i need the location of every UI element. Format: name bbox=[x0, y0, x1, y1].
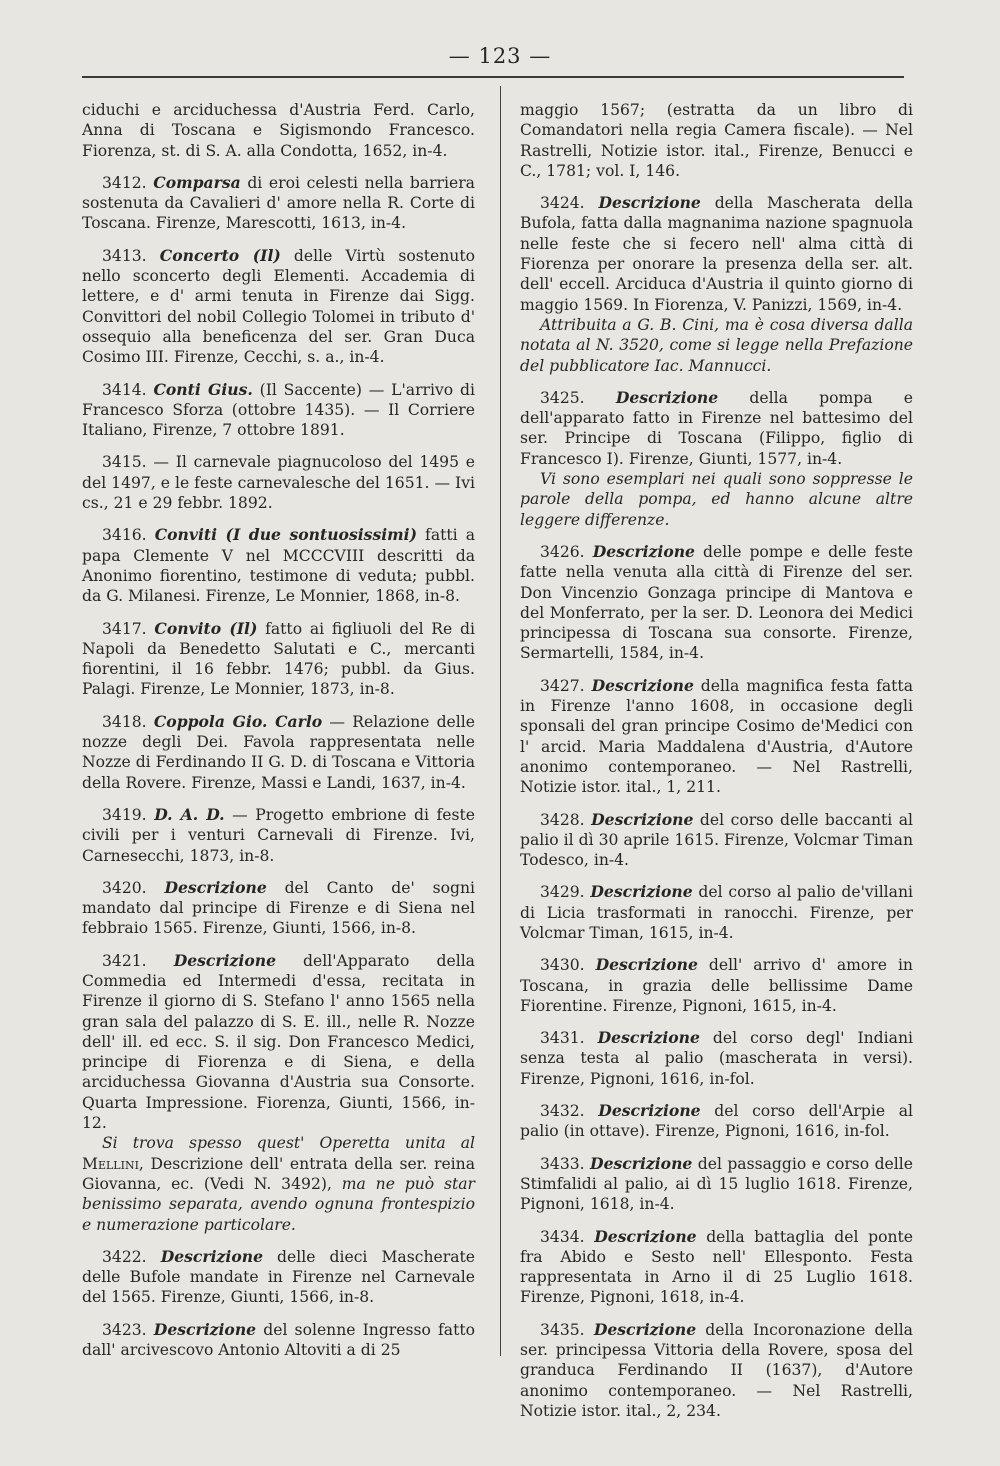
entry-text: di eroi celesti nella barriera sostenuta da Cavalieri d' amore nella R. Corte di Toscana. Firenze, Marescotti, 1613, in-4. bbox=[82, 173, 475, 233]
entry-title: Descrizione bbox=[164, 877, 267, 897]
entry-number: 3421. bbox=[102, 951, 147, 970]
entry-title: D. A. D. bbox=[154, 804, 225, 824]
entry-number: 3423. bbox=[102, 1320, 147, 1339]
entry-number: 3430. bbox=[540, 956, 585, 975]
catalog-entry bbox=[520, 1320, 913, 1421]
entry-note bbox=[520, 469, 913, 530]
catalog-entry bbox=[82, 246, 475, 368]
entry-number: 3434. bbox=[540, 1227, 585, 1246]
entry-title: Descrizione bbox=[592, 541, 695, 561]
catalog-entry bbox=[82, 380, 475, 441]
entry-text: del corso degl' Indiani senza testa al palio (mascherata in versi). Firenze, Pignoni, 1616, in-fol. bbox=[520, 1029, 913, 1088]
entry-title: Descrizione bbox=[591, 809, 694, 829]
page-number: — 123 — bbox=[448, 44, 552, 68]
note-text: Si trova spesso quest' Operetta unita al bbox=[102, 1134, 475, 1153]
entry-title: Comparsa bbox=[153, 172, 241, 192]
entry-number: 3431. bbox=[540, 1029, 585, 1048]
entry-text: fatti a papa Clemente V nel MCCCVIII descritti da Anonimo fiorentino, testimone di veduta; pubbl. da G. Milanesi. Firenze, Le Monnier, 1868, in-8. bbox=[82, 526, 476, 606]
entry-title: Descrizione bbox=[597, 1028, 700, 1048]
entry-number: 3425. bbox=[540, 388, 585, 407]
catalog-entry bbox=[82, 173, 475, 234]
entry-number: 3415. bbox=[102, 453, 147, 472]
catalog-entry bbox=[520, 100, 913, 181]
catalog-entry bbox=[82, 805, 475, 866]
entry-note bbox=[82, 1133, 475, 1234]
entry-note bbox=[520, 315, 913, 376]
left-column bbox=[82, 100, 475, 1372]
entry-title: Descrizione bbox=[153, 1319, 257, 1339]
entry-text: dell' arrivo d' amore in Toscana, in grazia delle bellissime Dame Fiorentine. Firenze, Pignoni, 1615, in-4. bbox=[520, 956, 913, 1015]
entry-text: dell'Apparato della Commedia ed Intermedi d'essa, recitata in Firenze il giorno di S. Stefano l' anno 1565 nella gran sala del palazzo di S. E. ill., nelle R. Nozze dell' ill. ed ecc. S. il sig. Don Francesco Medici, principe di Fiorenza e di Siena, e della arciduchessa Giovanna d'Austria sua Consorte. Quarta Impressione. Fiorenza, Giunti, 1566, in-12. bbox=[82, 951, 475, 1133]
catalog-entry bbox=[520, 810, 913, 871]
catalog-entry bbox=[82, 525, 475, 606]
note-reference: , Descrizione dell' entrata della ser. reina Giovanna, ec. (Vedi N. 3492), bbox=[82, 1154, 475, 1193]
entry-text: fatto ai figliuoli del Re di Napoli da Benedetto Salutati e C., mercanti fiorentini, il 16 febbr. 1476; pubbl. da Gius. Palagi. Firenze, Le Monnier, 1873, in-8. bbox=[82, 619, 475, 699]
entry-number: 3418. bbox=[102, 712, 147, 731]
catalog-entry bbox=[520, 542, 913, 664]
catalog-entry bbox=[520, 1101, 913, 1142]
entry-text: della Mascherata della Bufola, fatta dalla magnanima nazione spagnuola nelle feste che si fecero nell' alma città di Fiorenza per onorare la presenza della ser. alt. dell' eccell. Arciduca d'Austria il quinto giorno di maggio 1569. In Fiorenza, V. Panizzi, 1569, in-4. bbox=[520, 194, 913, 314]
entry-number: 3416. bbox=[102, 526, 147, 545]
entry-text: del solenne Ingresso fatto dall' arcivescovo Antonio Altoviti a di 25 bbox=[82, 1320, 475, 1360]
entry-text: della battaglia del ponte fra Abido e Sesto nell' Ellesponto. Festa rappresentata in Arno il di 25 Luglio 1618. Firenze, Pignoni, 1618, in-4. bbox=[520, 1227, 913, 1307]
entry-number: 3426. bbox=[540, 542, 585, 561]
entry-title: Descrizione bbox=[594, 1226, 697, 1246]
entry-number: 3412. bbox=[102, 173, 147, 192]
note-author: Mellini bbox=[82, 1154, 139, 1173]
entry-text: ciduchi e arciduchessa d'Austria Ferd. Carlo, Anna di Toscana e Sigismondo Francesco. Fiorenza, st. di S. A. alla Condotta, 1652, in-4. bbox=[82, 101, 475, 160]
catalog-entry bbox=[82, 619, 475, 700]
catalog-entry bbox=[520, 1028, 913, 1089]
entry-title: Coppola Gio. Carlo bbox=[153, 711, 323, 731]
entry-number: 3424. bbox=[540, 194, 585, 213]
catalog-entry bbox=[520, 882, 913, 943]
entry-text: (Il Saccente) — L'arrivo di Francesco Sforza (ottobre 1435). — Il Corriere Italiano, Firenze, 7 ottobre 1891. bbox=[82, 380, 475, 440]
entry-title: Descrizione bbox=[591, 675, 694, 695]
entry-text: del passaggio e corso delle Stimfalidi al palio, ai dì 15 luglio 1618. Firenze, Pignoni, 1618, in-4. bbox=[520, 1154, 913, 1214]
entry-text: della Incoronazione della ser. principessa Vittoria della Rovere, sposa del granduca Ferdinando II (1637), d'Autore anonimo contemporaneo. — Nel Rastrelli, Notizie istor. ital., 2, 234. bbox=[520, 1320, 913, 1420]
catalog-entry bbox=[82, 452, 475, 513]
catalog-entry bbox=[520, 955, 913, 1016]
entry-text: delle dieci Mascherate delle Bufole mandate in Firenze nel Carnevale del 1565. Firenze, Giunti, 1566, in-8. bbox=[82, 1247, 475, 1307]
entry-title: Descrizione bbox=[593, 1319, 697, 1339]
entry-title: Descrizione bbox=[615, 387, 719, 407]
entry-number: 3427. bbox=[540, 676, 585, 695]
note-remark: ma ne può star benissimo separata, avendo ognuna frontespizio e numerazione particolare. bbox=[82, 1174, 475, 1234]
catalog-entry bbox=[520, 1154, 913, 1215]
entry-title: Descrizione bbox=[590, 1153, 693, 1173]
right-column bbox=[520, 100, 913, 1433]
entry-number: 3413. bbox=[102, 246, 147, 265]
catalog-entry bbox=[520, 193, 913, 315]
entry-number: 3429. bbox=[540, 883, 585, 902]
entry-text: delle pompe e delle feste fatte nella venuta alla città di Firenze del ser. Don Vincenzio Gonzaga principe di Mantova e del Monferrato, per la ser. D. Leonora dei Medici principessa di Toscana sua consorte. Firenze, Sermartelli, 1584, in-4. bbox=[520, 542, 914, 663]
entry-number: 3419. bbox=[102, 805, 147, 824]
entry-text: — Progetto embrione di feste civili per i venturi Carnevali di Firenze. Ivi, Carnesecchi, 1873, in-8. bbox=[82, 805, 475, 865]
catalog-entry bbox=[82, 712, 475, 793]
note-text: Vi sono esemplari nei quali sono soppresse le parole della pompa, ed hanno alcune altre leggere differenze. bbox=[520, 470, 913, 529]
entry-text: — Il carnevale piagnucoloso del 1495 e del 1497, e le feste carnevalesche del 1651. — Ivi cs., 21 e 29 febbr. 1892. bbox=[82, 453, 475, 513]
entry-text: maggio 1567; (estratta da un libro di Comandatori nella regia Camera fiscale). — Nel Rastrelli, Notizie istor. ital., Firenze, Benucci e C., 1781; vol. I, 146. bbox=[520, 101, 913, 180]
entry-title: Descrizione bbox=[160, 1246, 263, 1266]
entry-number: 3420. bbox=[102, 878, 147, 897]
catalog-entry bbox=[520, 1227, 913, 1308]
entry-title: Descrizione bbox=[590, 882, 693, 902]
catalog-entry bbox=[82, 1247, 475, 1308]
entry-number: 3417. bbox=[102, 619, 147, 638]
entry-text: della magnifica festa fatta in Firenze l'anno 1608, in occasione degli sponsali del gran principe Cosimo de'Medici con l' arcid. Maria Maddalena d'Austria, d'Autore anonimo contemporaneo. — Nel Rastrelli, Notizie istor. ital., 1, 211. bbox=[520, 676, 913, 797]
entry-title: Descrizione bbox=[595, 955, 698, 975]
entry-title: Convito (Il) bbox=[154, 618, 258, 638]
entry-text: del corso al palio de'villani di Licia trasformati in ranocchi. Firenze, per Volcmar Timan, 1615, in-4. bbox=[520, 883, 913, 942]
entry-text: — Relazione delle nozze degli Dei. Favola rappresentata nelle Nozze di Ferdinando II G. D. di Toscana e Vittoria della Rovere. Firenze, Massi e Landi, 1637, in-4. bbox=[82, 712, 475, 792]
entry-title: Descrizione bbox=[598, 1101, 701, 1121]
entry-number: 3428. bbox=[540, 810, 585, 829]
entry-number: 3422. bbox=[102, 1247, 147, 1266]
catalog-entry bbox=[82, 878, 475, 939]
entry-text: del corso delle baccanti al palio il dì 30 aprile 1615. Firenze, Volcmar Timan Todesco, in-4. bbox=[520, 810, 914, 870]
catalog-entry bbox=[82, 951, 475, 1134]
entry-title: Descrizione bbox=[598, 193, 701, 213]
entry-title: Conti Gius. bbox=[153, 379, 253, 399]
entry-number: 3414. bbox=[102, 380, 147, 399]
entry-number: 3432. bbox=[540, 1102, 585, 1121]
entry-title: Descrizione bbox=[173, 950, 276, 970]
top-rule bbox=[82, 76, 904, 78]
entry-number: 3435. bbox=[540, 1320, 585, 1339]
entry-title: Concerto (Il) bbox=[159, 245, 281, 265]
catalog-entry bbox=[520, 388, 913, 469]
note-text: Attribuita a G. B. Cini, ma è cosa diversa dalla notata al N. 3520, come si legge nella Prefazione del pubblicatore Iac. Mannucci. bbox=[520, 315, 913, 375]
catalog-entry bbox=[82, 1320, 475, 1361]
entry-number: 3433. bbox=[540, 1154, 585, 1173]
entry-text: della pompa e dell'apparato fatto in Firenze nel battesimo del ser. Principe di Toscana (Filippo, figlio di Francesco I). Firenze, Giunti, 1577, in-4. bbox=[520, 388, 913, 468]
catalog-entry bbox=[82, 100, 475, 161]
entry-text: del Canto de' sogni mandato dal principe di Firenze e di Siena nel febbraio 1565. Firenze, Giunti, 1566, in-8. bbox=[82, 878, 475, 938]
entry-text: del corso dell'Arpie al palio (in ottave). Firenze, Pignoni, 1616, in-fol. bbox=[520, 1102, 913, 1141]
entry-title: Conviti (I due sontuosissimi) bbox=[154, 525, 417, 545]
column-divider bbox=[500, 86, 501, 1356]
catalog-entry bbox=[520, 676, 913, 798]
entry-text: delle Virtù sostenuto nello sconcerto degli Elementi. Accademia di lettere, e d' armi tenuta in Firenze dai Sigg. Convittori del nobil Collegio Tolomei in tributo d' ossequio alla beneficenza del ser. Gran Duca Cosimo III. Firenze, Cecchi, s. a., in-4. bbox=[82, 246, 475, 367]
